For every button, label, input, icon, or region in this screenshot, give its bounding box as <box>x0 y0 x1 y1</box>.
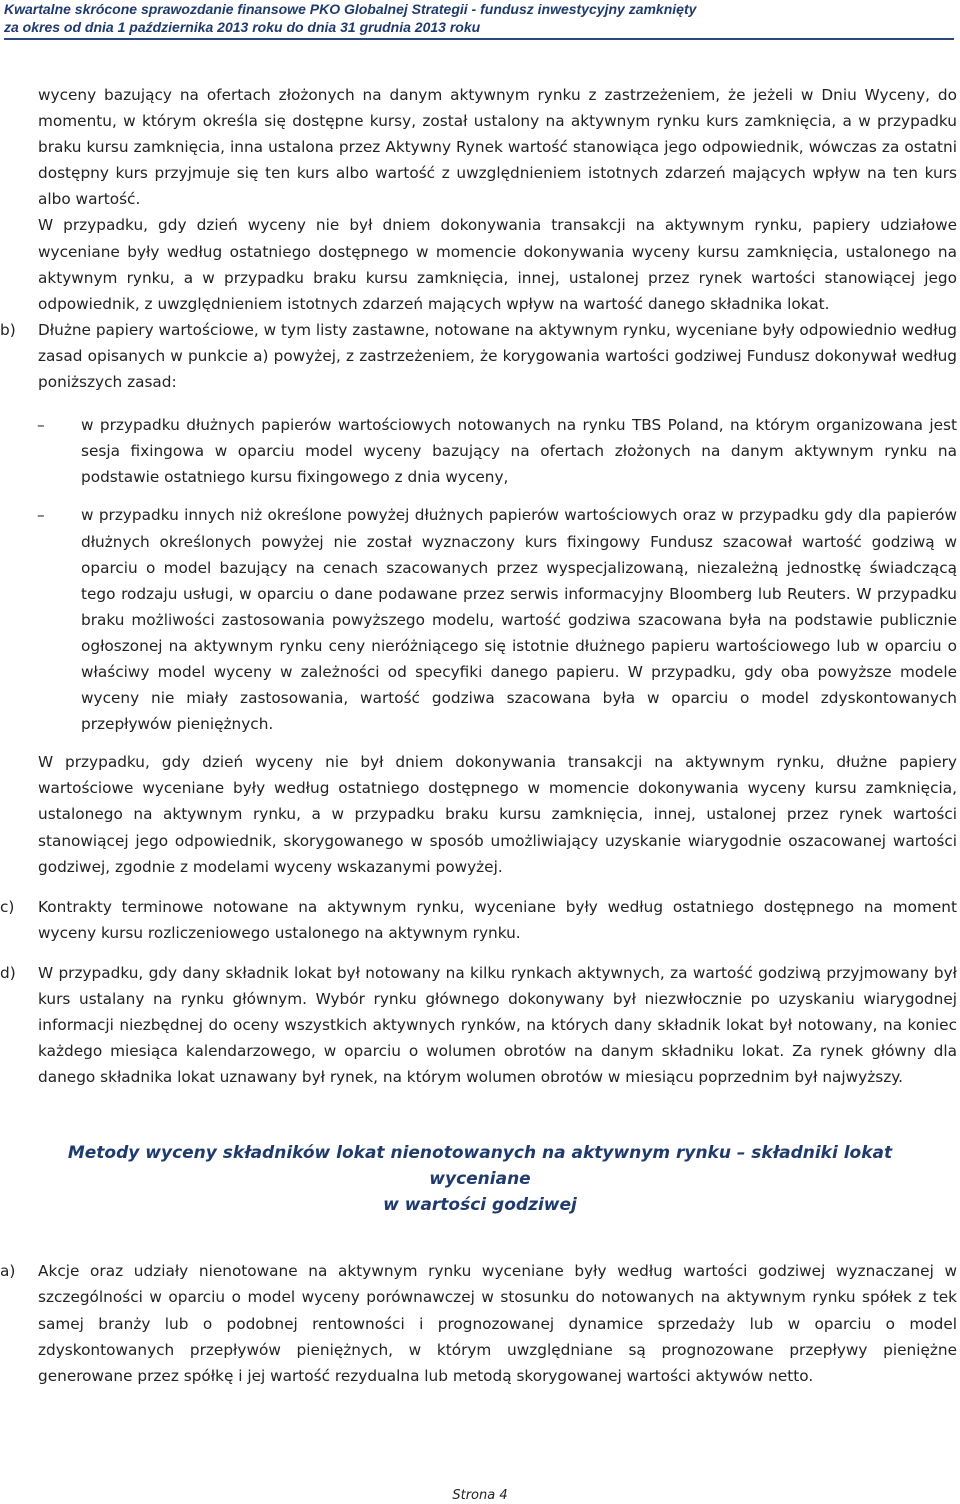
body-text <box>0 82 960 1389</box>
section-heading-line: Metody wyceny składników lokat nienotowanych na aktywnym rynku – składniki lokat wyceniane <box>67 1143 893 1190</box>
bullet-item-text: w przypadku dłużnych papierów wartościowych notowanych na rynku TBS Poland, na którym organizowana jest sesja fixingowa w oparciu model wyceny bazujący na ofertach złożonych na danym aktywnym rynku na podstawie ostatniego kursu fixingowego z dnia wyceny, <box>81 416 957 487</box>
running-header <box>4 0 954 40</box>
paragraph-valuation-continued: wyceny bazujący na ofertach złożonych na danym aktywnym rynku z zastrzeżeniem, że jeżeli w Dniu Wyceny, do momentu, w którym określa się dostępne kursy, został ustalony na aktywnym rynku kurs zamknięcia, a w przypadku braku kursu zamknięcia, inna ustalona przez Aktywny Rynek wartość stanowiąca jego odpowiednik, wówczas za ostatni dostępny kurs przyjmuje się ten kurs albo wartość z uwzględnieniem istotnych zdarzeń mających wpływ na ten kurs albo wartość. <box>38 86 957 209</box>
list-item-a <box>0 1258 957 1388</box>
bullet-item <box>37 412 957 490</box>
dash-bullet: – <box>37 416 45 435</box>
header-period: za okres od dnia 1 października 2013 roku do dnia 31 grudnia 2013 roku <box>4 19 481 35</box>
header-title: Kwartalne skrócone sprawozdanie finansowe PKO Globalnej Strategii - fundusz inwestycyjny zamknięty <box>4 1 697 17</box>
list-item-d-text: W przypadku, gdy dany składnik lokat był notowany na kilku rynkach aktywnych, za wartość godziwą przyjmowany był kurs ustalany na rynku głównym. Wybór rynku głównego dokonywany był niezwłocznie po uzyskaniu wiarygodnej informacji niezbędnej do oceny wszystkich aktywnych rynków, na których dany składnik lokat był notowany, na koniec każdego miesiąca kalendarzowego, w oparciu o wolumen obrotów na danym składniku lokat. Za rynek główny dla danego składnika lokat uznawany był rynek, na którym wolumen obrotów w miesiącu poprzednim był najwyższy. <box>38 963 957 1087</box>
list-item-c <box>0 894 957 946</box>
list-marker-b: b) <box>0 320 16 339</box>
list-item-c-text: Kontrakty terminowe notowane na aktywnym rynku, wyceniane były według ostatniego dostępnego na moment wyceny kursu rozliczeniowego ustalonego na aktywnym rynku. <box>38 897 957 942</box>
section-heading-line: w wartości godziwej <box>383 1195 577 1216</box>
list-item-d <box>0 960 957 1090</box>
dash-bullet: – <box>37 506 45 525</box>
list-item-b-text: Dłużne papiery wartościowe, w tym listy zastawne, notowane na aktywnym rynku, wyceniane były odpowiednio według zasad opisanych w punkcie a) powyżej, z zastrzeżeniem, że korygowania wartości godziwej Fundusz dokonywał według poniższych zasad: <box>38 320 957 392</box>
list-item-a-text: Akcje oraz udziały nienotowane na aktywnym rynku wyceniane były według wartości godziwej wyznaczanej w szczególności w oparciu o model wyceny porównawczej w stosunku do notowanych na aktywnym rynku spółek z tek samej branży lub o podobnej rentowności i prognozowanej dynamice sprzedaży lub w oparciu o model zdyskontowanych przepływów pieniężnych, w którym uwzględniane są prognozowane przepływy pieniężne generowane przez spółkę i jej wartość rezydualna lub metodą skorygowanej wartości aktywów netto. <box>38 1262 957 1385</box>
page-number: Strona 4 <box>452 1488 508 1503</box>
section-heading <box>28 1140 932 1218</box>
list-marker-d: d) <box>0 963 16 982</box>
list-marker-c: c) <box>0 897 15 916</box>
bullet-item-text: w przypadku innych niż określone powyżej dłużnych papierów wartościowych oraz w przypadku gdy dla papierów dłużnych określonych powyżej nie został wyznaczony kurs fixingowy Fundusz szacował wartość godziwą w oparciu o model bazujący na cenach szacowanych przez wyspecjalizowaną, niezależną jednostkę świadczącą tego rodzaju usługi, w oparciu o dane podawane przez serwis informacyjny Bloomberg lub Reuters. W przypadku braku możliwości zastosowania powyższego modelu, wartość godziwa szacowana była na podstawie publicznie ogłoszonej na aktywnym rynku ceny nieróżniącego się istotnie dłużnego papieru wartościowego lub w oparciu o właściwy model wyceny w zależności od specyfiki danego papieru. W przypadku, gdy oba powyższe modele wyceny nie miały zastosowania, wartość godziwa szacowana była w oparciu o model zdyskontowanych przepływów pieniężnych. <box>81 506 957 734</box>
list-marker-a: a) <box>0 1262 16 1281</box>
list-item-b <box>0 317 957 395</box>
paragraph-debt-non-trading-day: W przypadku, gdy dzień wyceny nie był dniem dokonywania transakcji na aktywnym rynku, dłużne papiery wartościowe wyceniane były według ostatniego dostępnego w momencie dokonywania wyceny kursu zamknięcia, ustalonego na aktywnym rynku, a w przypadku braku kursu zamknięcia, innej, ustalonej przez rynek wartości stanowiącej jego odpowiednik, skorygowanego w sposób umożliwiający uzyskanie wiarygodnie oszacowanej wartości godziwej, zgodnie z modelami wyceny wskazanymi powyżej. <box>38 753 957 876</box>
paragraph-non-trading-day: W przypadku, gdy dzień wyceny nie był dniem dokonywania transakcji na aktywnym rynku, papiery udziałowe wyceniane były według ostatniego dostępnego w momencie dokonywania wyceny kursu zamknięcia, ustalonego na aktywnym rynku, a w przypadku braku kursu zamknięcia, innej, ustalonej przez rynek wartości stanowiącej jego odpowiednik, z uwzględnieniem istotnych zdarzeń mających wpływ na wartość danego składnika lokat. <box>38 216 957 313</box>
bullet-item <box>37 502 957 737</box>
